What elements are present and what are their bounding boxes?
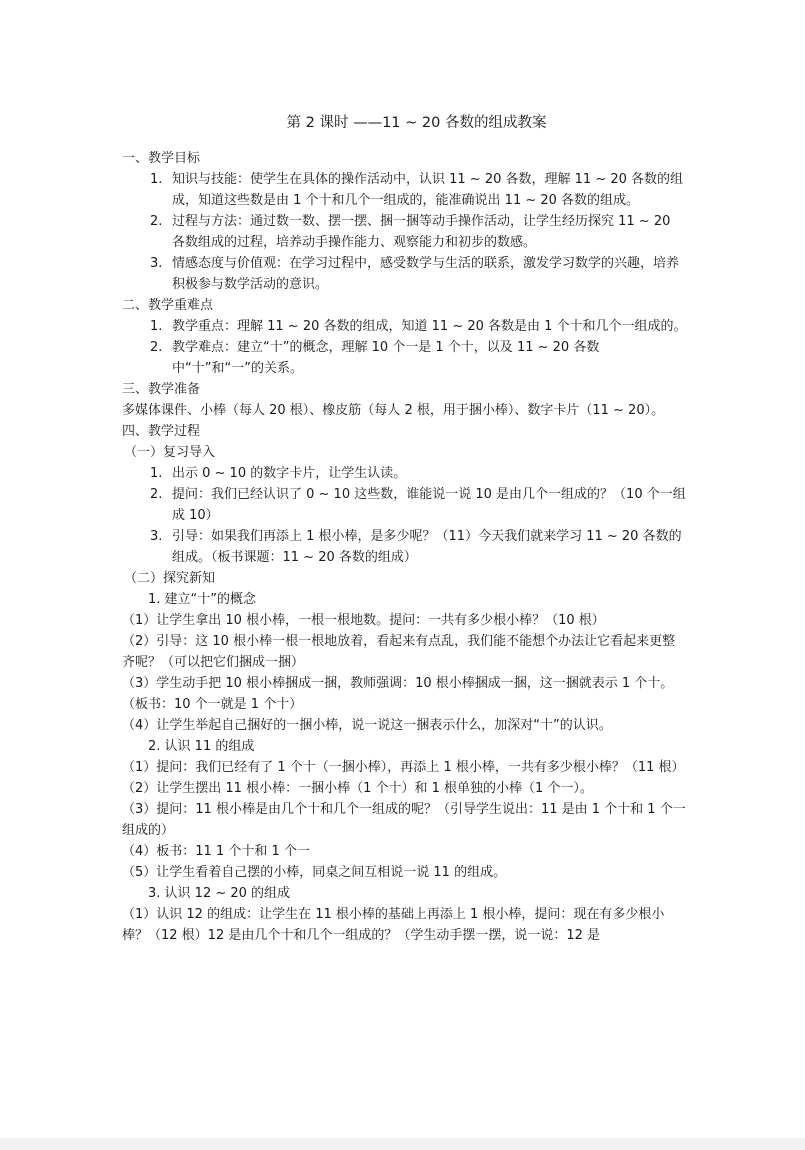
list-item [122,316,687,337]
section-heading-preparation: 三、教学准备 [122,382,201,397]
list-item [122,211,687,253]
step-paragraph: （1）提问：我们已经有了 1 个十（一捆小棒），再添上 1 根小棒，一共有多少根小棒？（11 根） [122,760,685,775]
item-number: 1. [150,319,163,334]
step-paragraph: （1）认识 12 的组成：让学生在 11 根小棒的基础上再添上 1 根小棒，提问：现在有多少根小棒？（12 根）12 是由几个十和几个一组成的？（学生动手摆一摆，说一说：12 是 [122,907,665,943]
step-heading: 2. 认识 11 的组成 [148,739,255,754]
document-title: 第 2 课时 ——11 ~ 20 各数的组成教案 [286,115,547,131]
item-number: 3. [150,256,163,271]
step-paragraph: （4）板书：11 1 个十和 1 个一 [122,844,310,859]
item-text: 过程与方法：通过数一数、摆一摆、捆一捆等动手操作活动，让学生经历探究 11 ~ 20 各数组成的过程，培养动手操作能力、观察能力和初步的数感。 [172,214,671,250]
preparation-text: 多媒体课件、小棒（每人 20 根）、橡皮筋（每人 2 根，用于捆小棒）、数字卡片（11 ~ 20）。 [122,403,665,418]
item-number: 2. [150,214,163,229]
list-item [122,169,687,211]
step-paragraph: （5）让学生看着自己摆的小棒，同桌之间互相说一说 11 的组成。 [122,865,507,880]
step-heading: 3. 认识 12 ~ 20 的组成 [148,886,291,901]
list-item [122,484,687,526]
item-text: 情感态度与价值观：在学习过程中，感受数学与生活的联系，激发学习数学的兴趣，培养积极参与数学活动的意识。 [172,256,680,292]
item-text: 提问：我们已经认识了 0 ~ 10 这些数，谁能说一说 10 是由几个一组成的？（10 个一组成 10） [172,487,686,523]
section-heading-objectives: 一、教学目标 [122,151,201,166]
item-number: 2. [150,340,163,355]
item-number: 3. [150,529,163,544]
document-body [122,106,687,946]
step-paragraph: （4）让学生举起自己捆好的一捆小棒，说一说这一捆表示什么，加深对“十”的认识。 [122,718,612,733]
section-heading-key-points: 二、教学重难点 [122,298,214,313]
list-item [122,526,687,568]
item-number: 2. [150,487,163,502]
subsection-heading-review: （一）复习导入 [124,445,216,460]
item-text: 知识与技能：使学生在具体的操作活动中，认识 11 ~ 20 各数，理解 11 ~ 20 各数的组成，知道这些数是由 1 个十和几个一组成的，能准确说出 11 ~ 20 各数的组成。 [172,172,684,208]
step-paragraph: （3）提问：11 根小棒是由几个十和几个一组成的呢？（引导学生说出：11 是由 1 个十和 1 个一组成的） [122,802,686,838]
item-text: 教学重点：理解 11 ~ 20 各数的组成，知道 11 ~ 20 各数是由 1 个十和几个一组成的。 [172,319,687,334]
section-heading-process: 四、教学过程 [122,424,201,439]
item-number: 1. [150,466,163,481]
list-item [122,463,687,484]
step-heading: 1. 建立“十”的概念 [148,592,257,607]
step-paragraph: （2）让学生摆出 11 根小棒：一捆小棒（1 个十）和 1 根单独的小棒（1 个一）。 [122,781,593,796]
item-text: 出示 0 ~ 10 的数字卡片，让学生认读。 [172,466,407,481]
item-text: 教学难点：建立“十”的概念，理解 10 个一是 1 个十，以及 11 ~ 20 各数中“十”和“一”的关系。 [172,340,600,376]
step-paragraph: （2）引导：这 10 根小棒一根一根地放着，看起来有点乱，我们能不能想个办法让它看起来更整齐呢？（可以把它们捆成一捆） [122,634,676,670]
step-paragraph: （1）让学生拿出 10 根小棒，一根一根地数。提问：一共有多少根小棒？（10 根） [122,613,605,628]
item-number: 1. [150,172,163,187]
subsection-heading-explore: （二）探究新知 [124,571,216,586]
item-text: 引导：如果我们再添上 1 根小棒，是多少呢？（11）今天我们就来学习 11 ~ 20 各数的组成。（板书课题：11 ~ 20 各数的组成） [172,529,682,565]
step-paragraph: （3）学生动手把 10 根小棒捆成一捆，教师强调：10 根小棒捆成一捆，这一捆就表示 1 个十。（板书：10 个一就是 1 个十） [122,676,674,712]
list-item [122,253,687,295]
list-item [122,337,687,379]
